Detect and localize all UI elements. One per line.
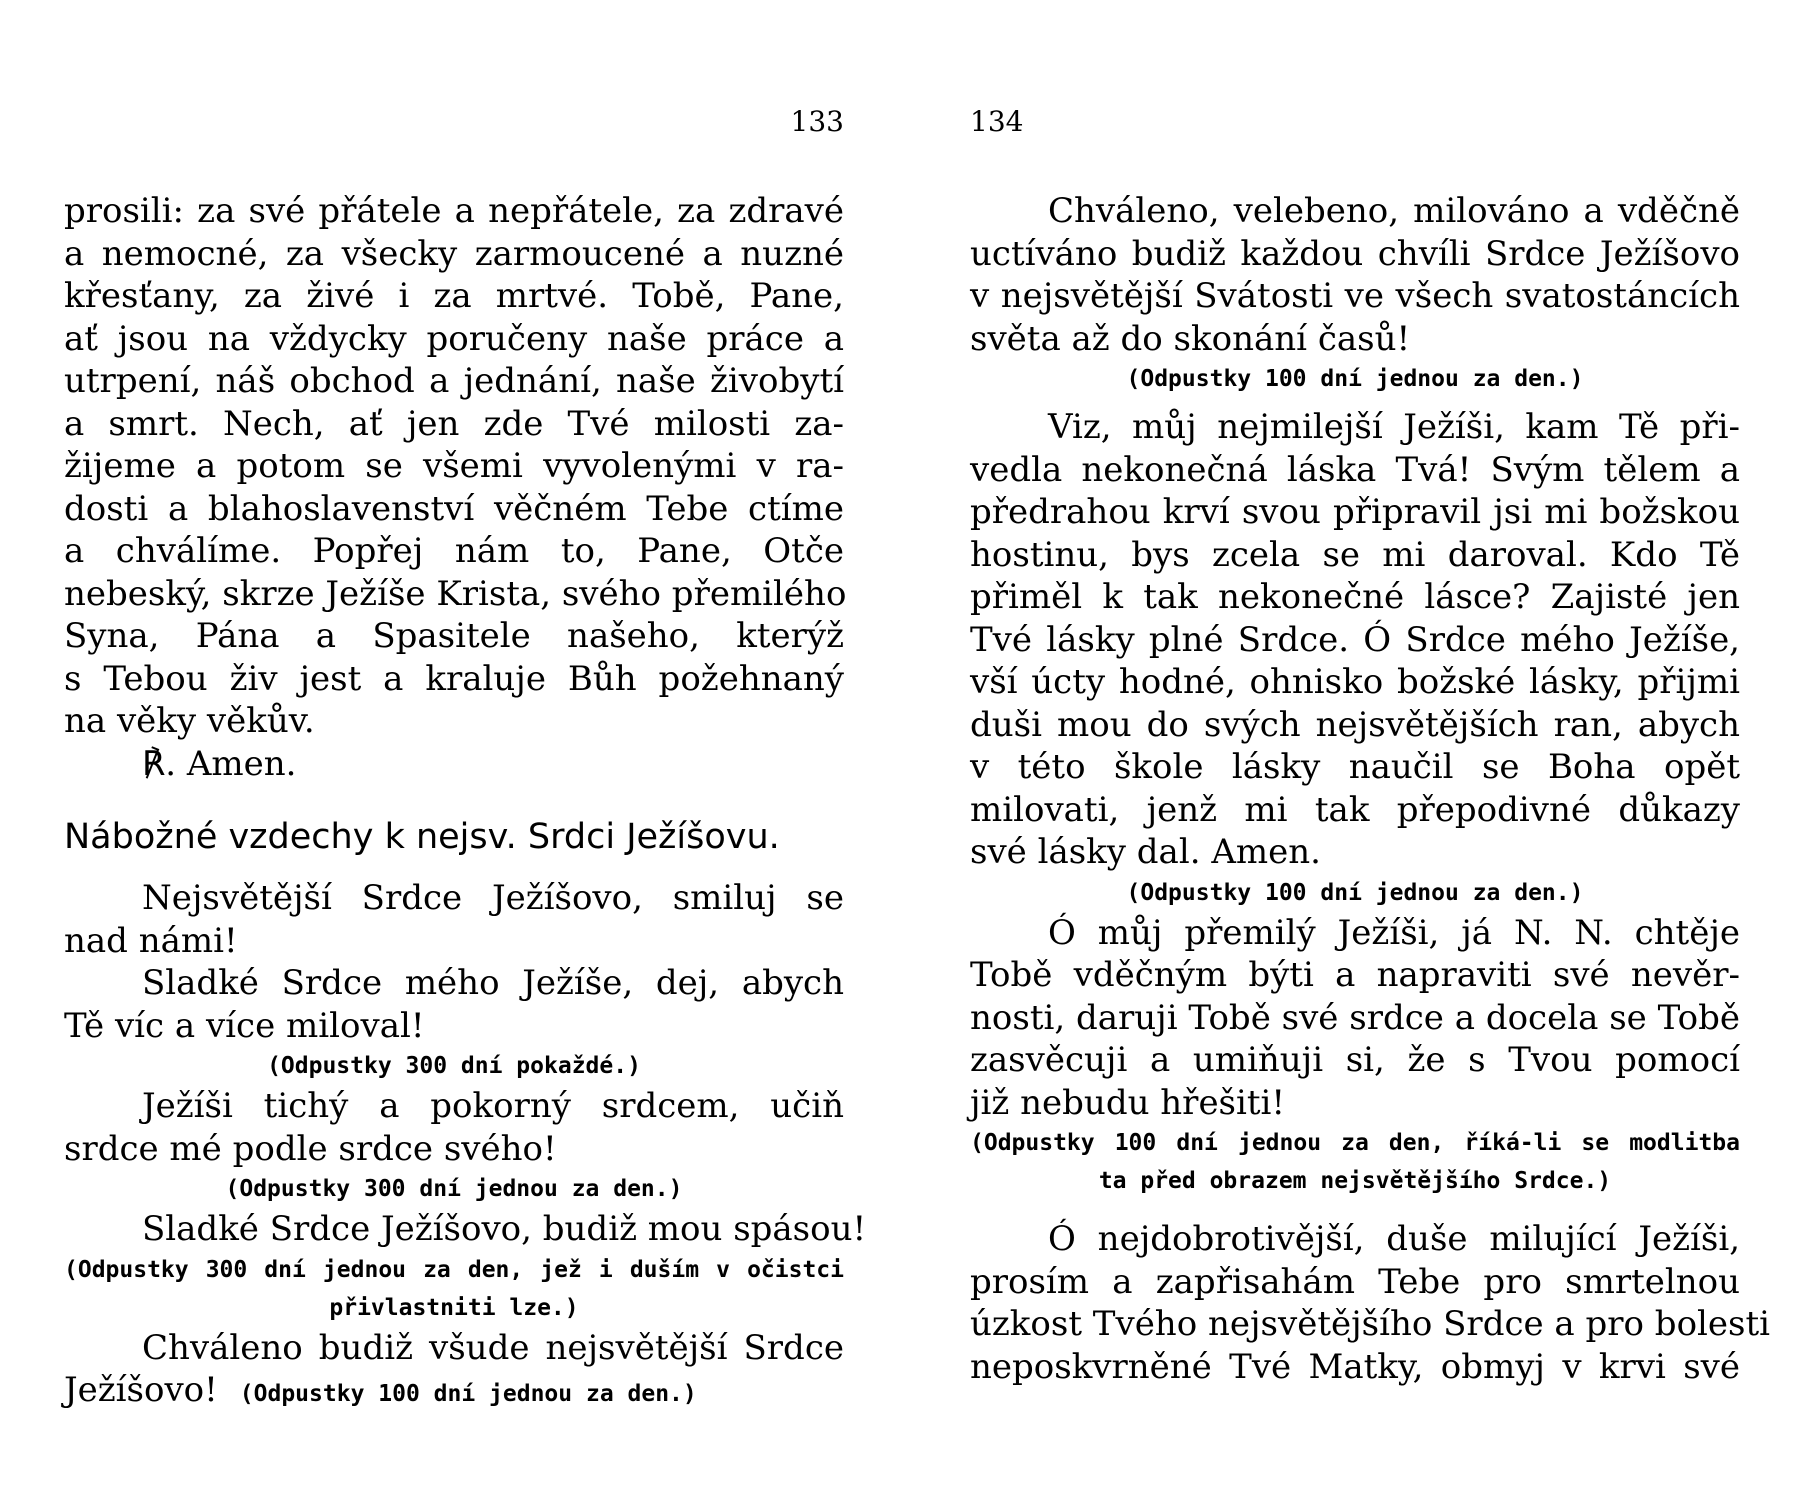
indulgence-note: (Odpustky 300 dní pokaždé.) — [267, 1053, 641, 1079]
text-line: neposkvrněné Tvé Matky, obmyj v krvi své — [970, 1346, 1740, 1387]
text-line: křesťany, za živé i za mrtvé. Tobě, Pane, — [64, 276, 844, 316]
text-line: Tvé lásky plné Srdce. Ó Srdce mého Ježíše, — [970, 619, 1740, 660]
text-line: nebeský, skrze Ježíše Krista, svého přemilého — [64, 573, 847, 614]
text-line: prosím a zapřisahám Tebe pro smrtelnou — [970, 1261, 1740, 1302]
text-line: ať jsou na vždycky poručeny naše práce a — [64, 318, 844, 359]
invocation-line: srdce mé podle srdce svého! — [64, 1128, 557, 1169]
text-line: vedla nekonečná láska Tvá! Svým tělem a — [970, 449, 1740, 490]
text-line: v nejsvětější Svátosti ve všech svatostáncích — [970, 276, 1740, 316]
closing-prayer — [64, 190, 847, 785]
text-line: utrpení, náš obchod a jednání, naše živobytí — [64, 361, 844, 401]
section-heading: Nábožné vzdechy k nejsv. Srdci Ježíšovu. — [64, 817, 780, 857]
text-line: hostinu, bys zcela se mi daroval. Kdo Tě — [970, 534, 1740, 575]
text-line: zasvěcuji a umiňuji si, že s Tvou pomocí — [970, 1040, 1740, 1080]
text-line: nosti, daruji Tobě své srdce a docela se Tobě — [970, 997, 1740, 1038]
invocation-line: Sladké Srdce Ježíšovo, budiž mou spásou! — [142, 1209, 867, 1249]
indulgence-note: přivlastniti lze.) — [329, 1294, 579, 1321]
text-line: Ó můj přemilý Ježíši, já N. N. chtěje — [1048, 912, 1740, 953]
text-line: s Tebou živ jest a kraluje Bůh požehnaný — [64, 658, 844, 699]
text-line: vší úcty hodné, ohnisko božské lásky, přijmi — [970, 662, 1740, 702]
text-line: své lásky dal. Amen. — [970, 832, 1321, 872]
text-line: milovati, jenž mi tak přepodivné důkazy — [970, 789, 1740, 830]
text-line: světa až do skonání časů! — [970, 318, 1411, 359]
invocation-text: Ježíšovo! — [64, 1370, 218, 1410]
left-page — [64, 0, 867, 1500]
invocation-line: Sladké Srdce mého Ježíše, dej, abych — [142, 963, 844, 1003]
invocation-line — [64, 1369, 844, 1412]
text-line: Syna, Pána a Spasitele našeho, kterýž — [64, 616, 844, 656]
invocation-line: nad námi! — [64, 920, 238, 961]
indulgence-note: (Odpustky 100 dní jednou za den, říká-li se modlitba — [970, 1130, 1740, 1156]
text-line: dosti a blahoslavenství věčném Tebe ctíme — [64, 488, 844, 529]
text-line: již nebudu hřešiti! — [970, 1082, 1286, 1123]
text-line: Chváleno, velebeno, milováno a vděčně — [1048, 191, 1740, 231]
left-page-text — [64, 190, 867, 1412]
text-line: a chválíme. Popřej nám to, Pane, Otče — [64, 531, 844, 571]
invocation-line: Chváleno budiž všude nejsvětější Srdce — [142, 1327, 844, 1368]
page-number-right: 134 — [970, 105, 1024, 138]
invocation-line: Ježíši tichý a pokorný srdcem, učiň — [142, 1086, 844, 1126]
text-line: a smrt. Nech, ať jen zde Tvé milosti za- — [64, 403, 844, 444]
indulgence-note: (Odpustky 300 dní jednou za den, jež i duším v očistci — [64, 1256, 844, 1283]
text-line: žijeme a potom se všemi vyvolenými v ra- — [64, 446, 844, 486]
text-line: předrahou krví svou připravil jsi mi božskou — [970, 492, 1740, 532]
text-line: prosili: za své přátele a nepřátele, za zdravé — [64, 191, 844, 231]
indulgence-note: (Odpustky 300 dní jednou za den.) — [225, 1176, 683, 1202]
text-line: Tobě vděčným býti a napraviti své nevěr- — [970, 955, 1740, 995]
indulgence-note: (Odpustky 100 dní jednou za den.) — [1126, 879, 1584, 906]
right-page — [970, 0, 1771, 1500]
text-line: úzkost Tvého nejsvětějšího Srdce a pro bolesti — [970, 1304, 1771, 1344]
right-page-text — [970, 190, 1771, 1388]
page-number-left: 133 — [790, 105, 844, 138]
text-line: přiměl k tak nekonečné lásce? Zajisté jen — [970, 577, 1740, 617]
text-line: v této škole lásky naučil se Boha opět — [970, 747, 1740, 787]
text-line: na věky věkův. — [64, 701, 315, 741]
text-line: Viz, můj nejmilejší Ježíši, kam Tě při- — [1048, 407, 1740, 447]
text-line: a nemocné, za všecky zarmoucené a nuzné — [64, 233, 844, 274]
text-line: uctíváno budiž každou chvíli Srdce Ježíšovo — [970, 233, 1740, 274]
text-line: duši mou do svých nejsvětějších ran, abych — [970, 704, 1740, 745]
invocation-line: Tě víc a více miloval! — [64, 1005, 425, 1046]
indulgence-note: (Odpustky 100 dní jednou za den.) — [239, 1381, 697, 1407]
indulgence-note: (Odpustky 100 dní jednou za den.) — [1126, 366, 1584, 392]
response-amen: ℟. Amen. — [142, 743, 297, 784]
invocation-line: Nejsvětější Srdce Ježíšovo, smiluj se — [142, 878, 844, 918]
text-line: Ó nejdobrotivější, duše milující Ježíši, — [1048, 1219, 1740, 1259]
indulgence-note: ta před obrazem nejsvětějšího Srdce.) — [1098, 1168, 1612, 1194]
